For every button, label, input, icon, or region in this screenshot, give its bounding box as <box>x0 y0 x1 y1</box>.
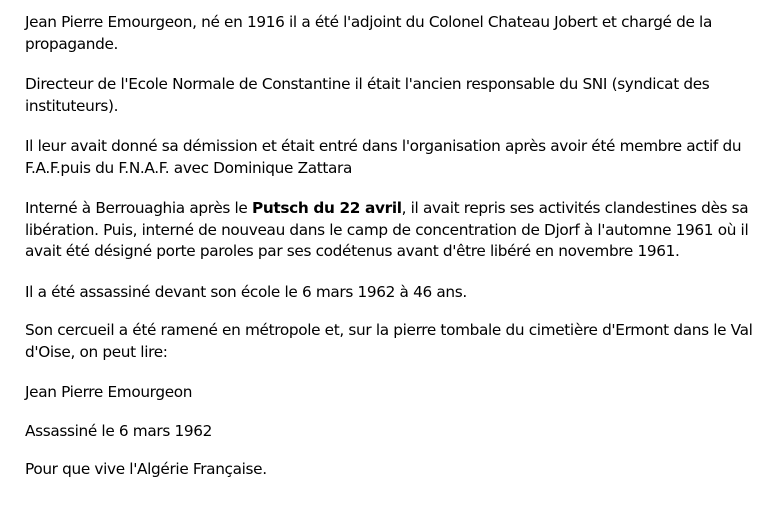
paragraph-tomb: Son cercueil a été ramené en métropole et, sur la pierre tombale du cimetière d'Ermont dans le Val d'Oise, on peut lire: <box>25 321 753 361</box>
epitaph-motto: Pour que vive l'Algérie Française. <box>25 460 267 478</box>
epitaph-name: Jean Pierre Emourgeon <box>25 383 193 401</box>
paragraph-resignation: Il leur avait donné sa démission et était entré dans l'organisation après avoir été membre actif du F.A.F.puis du F.N.A.F. avec Dominique Zattara <box>25 137 742 177</box>
paragraph-director: Directeur de l'Ecole Normale de Constantine il était l'ancien responsable du SNI (syndicat des instituteurs). <box>25 75 710 115</box>
internment-text-start: Interné à Berrouaghia après le <box>25 199 252 217</box>
paragraph-internment <box>25 198 760 263</box>
document-body <box>25 12 760 498</box>
paragraph-assassination: Il a été assassiné devant son école le 6 mars 1962 à 46 ans. <box>25 282 467 301</box>
internment-text-end: , il avait repris ses activités clandestines dès sa libération. Puis, interné de nouveau dans le camp de concentration de Djorf à l'automne 1961 où il avait été désigné porte paroles par ses codétenus avant d'être libéré en novembre 1961. <box>25 199 749 260</box>
putsch-bold-text: Putsch du 22 avril <box>252 199 402 217</box>
epitaph-date: Assassiné le 6 mars 1962 <box>25 421 212 440</box>
paragraph-role: Jean Pierre Emourgeon, né en 1916 il a été l'adjoint du Colonel Chateau Jobert et chargé de la propagande. <box>25 13 712 53</box>
